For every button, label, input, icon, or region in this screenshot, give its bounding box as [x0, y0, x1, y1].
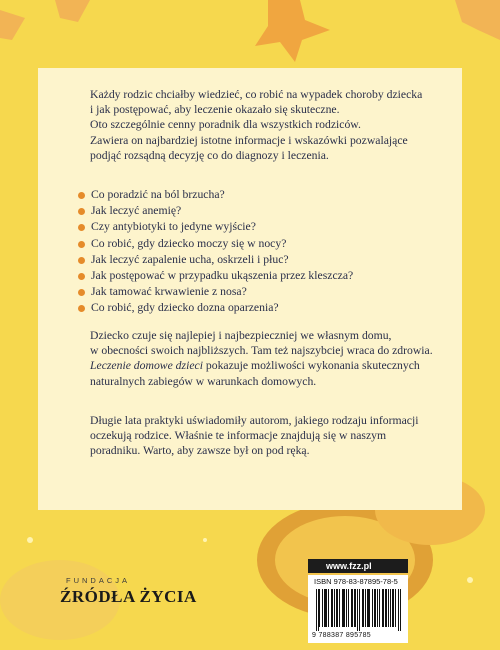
list-item-text: Jak leczyć zapalenie ucha, oskrzeli i płuc?: [91, 252, 289, 266]
paragraph-line: poradniku. Warto, aby zawsze był on pod ręką.: [90, 444, 310, 458]
list-item-text: Jak tamować krwawienie z nosa?: [91, 285, 247, 299]
home-care-paragraph: [90, 328, 460, 389]
list-item: [78, 236, 353, 252]
barcode-bar: [372, 589, 373, 627]
intro-line: Każdy rodzic chciałby wiedzieć, co robić na wypadek choroby dziecka: [90, 88, 423, 101]
barcode-icon: [316, 589, 402, 631]
barcode-bar: [375, 589, 376, 627]
book-title: Leczenie domowe dzieci: [90, 359, 203, 373]
isbn-label: ISBN 978-83-87895-78-5: [314, 577, 398, 586]
barcode-bar: [316, 589, 317, 631]
list-item-text: Jak postępować w przypadku ukąszenia przez kleszcza?: [91, 269, 354, 283]
bullet-dot-icon: [78, 305, 85, 312]
barcode-bar: [388, 589, 389, 627]
barcode-bar: [346, 589, 347, 627]
barcode-bar: [352, 589, 353, 627]
barcode-bar: [322, 589, 323, 627]
barcode-bar: [344, 589, 345, 627]
barcode-bar: [363, 589, 364, 627]
bullet-dot-icon: [78, 192, 85, 199]
list-item: [78, 252, 353, 268]
barcode-bar: [319, 589, 320, 627]
list-item-text: Co poradzić na ból brzucha?: [91, 188, 225, 201]
publisher-logo-small: FUNDACJA: [66, 576, 131, 585]
intro-line: podjąć rozsądną decyzję co do diagnozy i leczenia.: [90, 148, 329, 162]
barcode-bar: [336, 589, 337, 627]
barcode-bar: [393, 589, 394, 627]
barcode-bar: [354, 589, 355, 627]
barcode-bar: [383, 589, 384, 627]
intro-line: Zawiera on najbardziej istotne informacje i wskazówki pozwalające: [90, 133, 408, 147]
bullet-dot-icon: [78, 241, 85, 248]
barcode-bar: [392, 589, 393, 627]
list-item-text: Co robić, gdy dziecko dozna oparzenia?: [91, 301, 279, 315]
list-item-text: Czy antybiotyki to jedyne wyjście?: [91, 220, 256, 234]
barcode-bar: [395, 589, 396, 627]
barcode-bar: [398, 589, 399, 631]
paragraph-line: Dziecko czuje się najlepiej i najbezpieczniej we własnym domu,: [90, 329, 392, 342]
barcode-bar: [367, 589, 368, 627]
barcode-bar: [385, 589, 386, 627]
barcode-bar: [390, 589, 391, 627]
intro-line: i jak postępować, aby leczenie okazało się skuteczne.: [90, 103, 340, 117]
paragraph-line: naturalnych zabiegów w warunkach domowych.: [90, 374, 317, 388]
barcode-bar: [339, 589, 340, 627]
barcode-bar: [324, 589, 325, 627]
list-item: [78, 187, 353, 203]
bullet-dot-icon: [78, 224, 85, 231]
barcode-bar: [351, 589, 352, 627]
barcode-digits: 9 788387 895785: [312, 632, 371, 639]
barcode-bar: [386, 589, 387, 627]
intro-paragraph: [90, 87, 460, 163]
publisher-url: www.fzz.pl: [308, 559, 408, 573]
barcode-bar: [318, 589, 319, 631]
bullet-dot-icon: [78, 273, 85, 280]
publisher-logo-name: ŹRÓDŁA ŻYCIA: [60, 587, 197, 606]
list-item: [78, 300, 353, 316]
closing-paragraph: [90, 413, 460, 459]
barcode-bar: [337, 589, 338, 627]
barcode-bar: [359, 589, 360, 631]
barcode-bar: [400, 589, 401, 631]
barcode-bar: [325, 589, 326, 627]
barcode-bar: [382, 589, 383, 627]
barcode-bar: [377, 589, 378, 627]
paragraph-line: oczekują rodzice. Właśnie te informacje znajdują się w naszym: [90, 429, 387, 443]
paragraph-line: Długie lata praktyki uświadomiły autorom, jakiego rodzaju informacji: [90, 414, 419, 427]
list-item: [78, 219, 353, 235]
paragraph-line: w obecności swoich najbliższych. Tam też najszybciej wraca do zdrowia.: [90, 344, 433, 358]
list-item-text: Co robić, gdy dziecko moczy się w nocy?: [91, 236, 287, 250]
barcode-bar: [331, 589, 332, 627]
barcode-bar: [334, 589, 335, 627]
barcode-bar: [379, 589, 380, 627]
question-list: [78, 187, 353, 317]
intro-line: Oto szczególnie cenny poradnik dla wszystkich rodziców.: [90, 118, 361, 132]
paragraph-line: [90, 358, 460, 373]
barcode-bar: [348, 589, 349, 627]
barcode-bar: [343, 589, 344, 627]
barcode-bar: [362, 589, 363, 627]
list-item-text: Jak leczyć anemię?: [91, 204, 182, 218]
barcode-card: [308, 575, 408, 643]
list-item: [78, 203, 353, 219]
bullet-dot-icon: [78, 289, 85, 296]
barcode-bar: [342, 589, 343, 627]
barcode-bar: [357, 589, 358, 631]
barcode-bar: [365, 589, 366, 627]
bullet-dot-icon: [78, 257, 85, 264]
barcode-bar: [332, 589, 333, 627]
barcode-bar: [369, 589, 370, 627]
barcode-bar: [374, 589, 375, 627]
paragraph-text: pokazuje możliwości wykonania skutecznych: [202, 359, 420, 373]
barcode-bar: [355, 589, 356, 627]
barcode-block: [308, 559, 408, 643]
list-item: [78, 284, 353, 300]
list-item: [78, 268, 353, 284]
barcode-bar: [328, 589, 329, 627]
barcode-bar: [326, 589, 327, 627]
barcode-bar: [368, 589, 369, 627]
bullet-dot-icon: [78, 208, 85, 215]
publisher-logo: [60, 576, 220, 616]
